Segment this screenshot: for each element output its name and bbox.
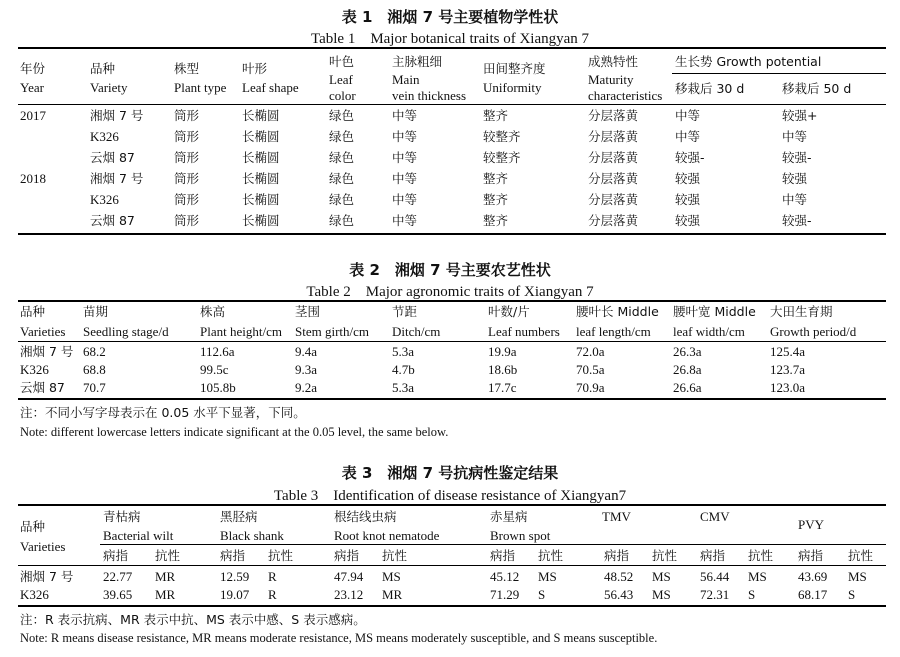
t2-h-ditch-zh: 节距	[392, 304, 418, 319]
table1-caption-en: Table 1 Major botanical traits of Xiangyan 7	[310, 31, 590, 47]
t1-cell-vein: 中等	[392, 192, 418, 207]
t3-h-br-resist: 抗性	[538, 548, 564, 563]
table2-bottom-rule	[18, 398, 886, 400]
t2-cell-seedling: 70.7	[83, 380, 106, 395]
t2-h-height-en: Plant height/cm	[200, 324, 282, 339]
t2-h-height-zh: 株高	[200, 304, 226, 319]
t1-cell-vein: 中等	[392, 150, 418, 165]
t3-cell-br-index: 45.12	[490, 569, 520, 584]
t3-cell-pvy-index: 68.17	[798, 587, 828, 602]
t1-cell-growth-30: 中等	[675, 108, 701, 123]
t3-cell-pvy-index: 43.69	[798, 569, 828, 584]
table3-bottom-rule	[18, 605, 886, 607]
table3-note-en: Note: R means disease resistance, MR means moderate resistance, MS means moderately susceptible, and S means susceptible.	[20, 631, 658, 645]
t1-cell-uniformity: 整齐	[483, 192, 509, 207]
t1-cell-maturity: 分层落黄	[588, 129, 639, 144]
t2-h-ditch-en: Ditch/cm	[392, 324, 441, 339]
t3-h-tmv-index: 病指	[604, 548, 630, 563]
t2-cell-variety: K326	[20, 362, 49, 377]
t1-cell-leaf-color: 绿色	[329, 213, 355, 228]
t3-h-rk-resist: 抗性	[382, 548, 408, 563]
t2-cell-height: 99.5c	[200, 362, 229, 377]
table1-caption-zh: 表 1 湘烟 7 号主要植物学性状	[341, 8, 559, 26]
t2-h-variety-en: Varieties	[20, 324, 66, 339]
table1-header-rule	[18, 104, 886, 105]
t3-h-rk-index: 病指	[334, 548, 360, 563]
t2-cell-height: 105.8b	[200, 380, 236, 395]
t1-h-year-zh: 年份	[20, 61, 46, 76]
t1-h-plant-type-en: Plant type	[174, 80, 227, 95]
t1-cell-maturity: 分层落黄	[588, 108, 639, 123]
t2-cell-girth: 9.2a	[295, 380, 318, 395]
table3-note-zh: 注：R 表示抗病、MR 表示中抗、MS 表示中感、S 表示感病。	[20, 612, 366, 627]
t3-h-cmv-resist: 抗性	[748, 548, 774, 563]
t2-cell-leafnum: 17.7c	[488, 380, 517, 395]
table3-caption-zh: 表 3 湘烟 7 号抗病性鉴定结果	[341, 464, 559, 482]
t3-h-bw-zh: 青枯病	[103, 509, 141, 524]
t3-h-bw-en: Bacterial wilt	[103, 528, 174, 543]
t1-h-vein-en2: vein thickness	[392, 88, 467, 103]
t1-cell-maturity: 分层落黄	[588, 213, 639, 228]
t1-h-growth-30: 移栽后 30 d	[675, 81, 745, 96]
t1-cell-growth-50: 中等	[782, 129, 808, 144]
t1-cell-uniformity: 较整齐	[483, 150, 521, 165]
t3-cell-br-resist: S	[538, 587, 546, 602]
t1-cell-growth-30: 较强	[675, 213, 701, 228]
t1-h-variety-zh: 品种	[90, 61, 116, 76]
t2-cell-girth: 9.3a	[295, 362, 318, 377]
t3-h-pvy-index: 病指	[798, 548, 824, 563]
t1-cell-uniformity: 整齐	[483, 171, 509, 186]
t2-h-leafnum-zh: 叶数/片	[488, 304, 530, 319]
t3-cell-cmv-index: 56.44	[700, 569, 730, 584]
t3-cell-cmv-resist: S	[748, 587, 756, 602]
t1-cell-leaf-color: 绿色	[329, 192, 355, 207]
t2-cell-leafnum: 18.6b	[488, 362, 518, 377]
t3-cell-br-index: 71.29	[490, 587, 520, 602]
t3-cell-cmv-resist: MS	[748, 569, 767, 584]
t1-cell-uniformity: 整齐	[483, 213, 509, 228]
t1-h-maturity-en1: Maturity	[588, 72, 634, 87]
t3-cell-rk-index: 47.94	[334, 569, 364, 584]
table2-note-zh: 注：不同小写字母表示在 0.05 水平下显著，下同。	[20, 405, 306, 420]
t1-cell-leaf-shape: 长椭圆	[242, 129, 280, 144]
t1-h-plant-type-zh: 株型	[174, 61, 200, 76]
t1-cell-uniformity: 较整齐	[483, 129, 521, 144]
t2-cell-length: 70.9a	[576, 380, 605, 395]
t2-cell-width: 26.8a	[673, 362, 702, 377]
t1-h-vein-en1: Main	[392, 72, 420, 87]
t1-h-variety-en: Variety	[90, 80, 128, 95]
t1-cell-variety: K326	[90, 192, 119, 207]
t2-cell-length: 72.0a	[576, 344, 605, 359]
t1-cell-leaf-shape: 长椭圆	[242, 171, 280, 186]
t3-h-bw-resist: 抗性	[155, 548, 181, 563]
t1-cell-growth-50: 较强-	[782, 150, 812, 165]
t1-h-uniformity-en: Uniformity	[483, 80, 542, 95]
table3-header-rule	[18, 565, 886, 566]
t3-cell-bs-resist: R	[268, 569, 277, 584]
t3-cell-tmv-resist: MS	[652, 587, 671, 602]
t2-cell-leafnum: 19.9a	[488, 344, 517, 359]
t3-cell-bs-index: 12.59	[220, 569, 250, 584]
t1-cell-year: 2017	[20, 108, 46, 123]
t2-h-leafnum-en: Leaf numbers	[488, 324, 560, 339]
t3-h-bs-index: 病指	[220, 548, 246, 563]
t1-cell-variety: 云烟 87	[90, 150, 135, 165]
t2-h-girth-en: Stem girth/cm	[295, 324, 370, 339]
t3-cell-bw-index: 22.77	[103, 569, 133, 584]
t1-cell-plant-type: 筒形	[174, 108, 200, 123]
t1-cell-growth-50: 较强	[782, 171, 808, 186]
t2-cell-period: 123.7a	[770, 362, 806, 377]
t2-cell-height: 112.6a	[200, 344, 235, 359]
table3-top-rule	[18, 504, 886, 506]
t1-cell-growth-30: 较强	[675, 192, 701, 207]
t3-cell-pvy-resist: S	[848, 587, 856, 602]
t3-h-cmv: CMV	[700, 509, 730, 524]
t2-cell-period: 125.4a	[770, 344, 806, 359]
t2-h-period-en: Growth period/d	[770, 324, 857, 339]
t1-h-maturity-zh: 成熟特性	[588, 54, 639, 69]
t3-cell-rk-index: 23.12	[334, 587, 364, 602]
t3-h-pvy-resist: 抗性	[848, 548, 874, 563]
t2-cell-girth: 9.4a	[295, 344, 318, 359]
t3-h-rk-en: Root knot nematode	[334, 528, 440, 543]
t3-cell-pvy-resist: MS	[848, 569, 867, 584]
t1-h-growth: 生长势 Growth potential	[675, 54, 822, 69]
t1-cell-leaf-shape: 长椭圆	[242, 108, 280, 123]
t3-h-rk-zh: 根结线虫病	[334, 509, 397, 524]
table3-caption-en: Table 3 Identification of disease resistance of Xiangyan7	[273, 488, 627, 504]
t1-cell-plant-type: 筒形	[174, 171, 200, 186]
t3-h-variety-zh: 品种	[20, 519, 46, 534]
t3-cell-variety: K326	[20, 587, 49, 602]
table1-bottom-rule	[18, 233, 886, 235]
t1-cell-growth-50: 中等	[782, 192, 808, 207]
t1-cell-uniformity: 整齐	[483, 108, 509, 123]
t1-cell-vein: 中等	[392, 108, 418, 123]
t2-h-period-zh: 大田生育期	[770, 304, 833, 319]
t3-h-bs-resist: 抗性	[268, 548, 294, 563]
t3-cell-br-resist: MS	[538, 569, 557, 584]
table1-growth-subrule	[672, 73, 886, 74]
t1-cell-leaf-shape: 长椭圆	[242, 213, 280, 228]
t1-cell-variety: 云烟 87	[90, 213, 135, 228]
t1-cell-growth-30: 较强-	[675, 150, 705, 165]
t2-h-length-en: leaf length/cm	[576, 324, 651, 339]
t1-cell-leaf-color: 绿色	[329, 171, 355, 186]
t1-cell-growth-50: 较强-	[782, 213, 812, 228]
table2-caption-zh: 表 2 湘烟 7 号主要农艺性状	[349, 261, 551, 279]
table2-header-rule	[18, 341, 886, 342]
t1-cell-variety: 湘烟 7 号	[90, 171, 144, 186]
t1-h-vein-zh: 主脉粗细	[392, 54, 443, 69]
t2-cell-variety: 湘烟 7 号	[20, 344, 74, 359]
t1-h-uniformity-zh: 田间整齐度	[483, 61, 546, 76]
t1-cell-plant-type: 筒形	[174, 192, 200, 207]
t3-h-bs-en: Black shank	[220, 528, 284, 543]
t3-h-bs-zh: 黑胫病	[220, 509, 258, 524]
t1-cell-plant-type: 筒形	[174, 129, 200, 144]
t1-cell-leaf-color: 绿色	[329, 129, 355, 144]
t3-cell-cmv-index: 72.31	[700, 587, 730, 602]
t1-cell-maturity: 分层落黄	[588, 171, 639, 186]
t3-cell-bs-resist: R	[268, 587, 277, 602]
t3-cell-bw-index: 39.65	[103, 587, 133, 602]
t1-cell-growth-50: 较强+	[782, 108, 818, 123]
t1-cell-leaf-color: 绿色	[329, 150, 355, 165]
t3-cell-bw-resist: MR	[155, 569, 176, 584]
t2-h-variety-zh: 品种	[20, 304, 46, 319]
t1-cell-vein: 中等	[392, 213, 418, 228]
t1-cell-maturity: 分层落黄	[588, 150, 639, 165]
t3-h-br-zh: 赤星病	[490, 509, 528, 524]
t3-h-pvy: PVY	[798, 517, 825, 532]
t3-cell-bs-index: 19.07	[220, 587, 250, 602]
t2-h-girth-zh: 茎围	[295, 304, 321, 319]
t2-h-seedling-en: Seedling stage/d	[83, 324, 169, 339]
t3-h-br-en: Brown spot	[490, 528, 551, 543]
t1-cell-variety: K326	[90, 129, 119, 144]
t1-cell-growth-30: 中等	[675, 129, 701, 144]
t2-cell-width: 26.6a	[673, 380, 702, 395]
t1-h-leaf-shape-zh: 叶形	[242, 61, 268, 76]
table2-caption-en: Table 2 Major agronomic traits of Xiangyan 7	[306, 284, 594, 300]
t2-h-width-en: leaf width/cm	[673, 324, 745, 339]
t3-h-bw-index: 病指	[103, 548, 129, 563]
t3-h-variety-en: Varieties	[20, 539, 66, 554]
t1-h-leaf-color-zh: 叶色	[329, 54, 355, 69]
t2-cell-width: 26.3a	[673, 344, 702, 359]
t2-h-seedling-zh: 苗期	[83, 304, 109, 319]
t3-h-tmv-resist: 抗性	[652, 548, 678, 563]
t3-cell-tmv-index: 56.43	[604, 587, 634, 602]
t2-h-width-zh: 腰叶宽 Middle	[673, 304, 756, 319]
t3-cell-variety: 湘烟 7 号	[20, 569, 74, 584]
t1-cell-leaf-shape: 长椭圆	[242, 150, 280, 165]
table3-subheader-rule	[100, 544, 886, 545]
t2-cell-ditch: 5.3a	[392, 380, 415, 395]
t1-cell-plant-type: 筒形	[174, 150, 200, 165]
t3-cell-bw-resist: MR	[155, 587, 176, 602]
t3-h-cmv-index: 病指	[700, 548, 726, 563]
t1-cell-year: 2018	[20, 171, 46, 186]
t1-cell-variety: 湘烟 7 号	[90, 108, 144, 123]
t2-cell-length: 70.5a	[576, 362, 605, 377]
t2-cell-ditch: 4.7b	[392, 362, 415, 377]
t1-h-leaf-shape-en: Leaf shape	[242, 80, 299, 95]
t2-cell-seedling: 68.8	[83, 362, 106, 377]
table2-note-en: Note: different lowercase letters indicate significant at the 0.05 level, the same below.	[20, 425, 449, 439]
t1-h-maturity-en2: characteristics	[588, 88, 663, 103]
t3-cell-rk-resist: MR	[382, 587, 403, 602]
t3-h-br-index: 病指	[490, 548, 516, 563]
t1-h-leaf-color-en1: Leaf	[329, 72, 353, 87]
t1-h-leaf-color-en2: color	[329, 88, 356, 103]
t2-cell-seedling: 68.2	[83, 344, 106, 359]
t2-cell-period: 123.0a	[770, 380, 806, 395]
t3-cell-tmv-resist: MS	[652, 569, 671, 584]
t1-cell-maturity: 分层落黄	[588, 192, 639, 207]
t1-cell-plant-type: 筒形	[174, 213, 200, 228]
t1-cell-growth-30: 较强	[675, 171, 701, 186]
t3-h-tmv: TMV	[602, 509, 631, 524]
t1-h-year-en: Year	[20, 80, 44, 95]
t1-h-growth-50: 移栽后 50 d	[782, 81, 852, 96]
t2-h-length-zh: 腰叶长 Middle	[576, 304, 659, 319]
t3-cell-rk-resist: MS	[382, 569, 401, 584]
t3-cell-tmv-index: 48.52	[604, 569, 634, 584]
t2-cell-variety: 云烟 87	[20, 380, 65, 395]
table1-top-rule	[18, 47, 886, 49]
t2-cell-ditch: 5.3a	[392, 344, 415, 359]
table2-top-rule	[18, 300, 886, 302]
t1-cell-leaf-shape: 长椭圆	[242, 192, 280, 207]
t1-cell-vein: 中等	[392, 129, 418, 144]
t1-cell-vein: 中等	[392, 171, 418, 186]
t1-cell-leaf-color: 绿色	[329, 108, 355, 123]
